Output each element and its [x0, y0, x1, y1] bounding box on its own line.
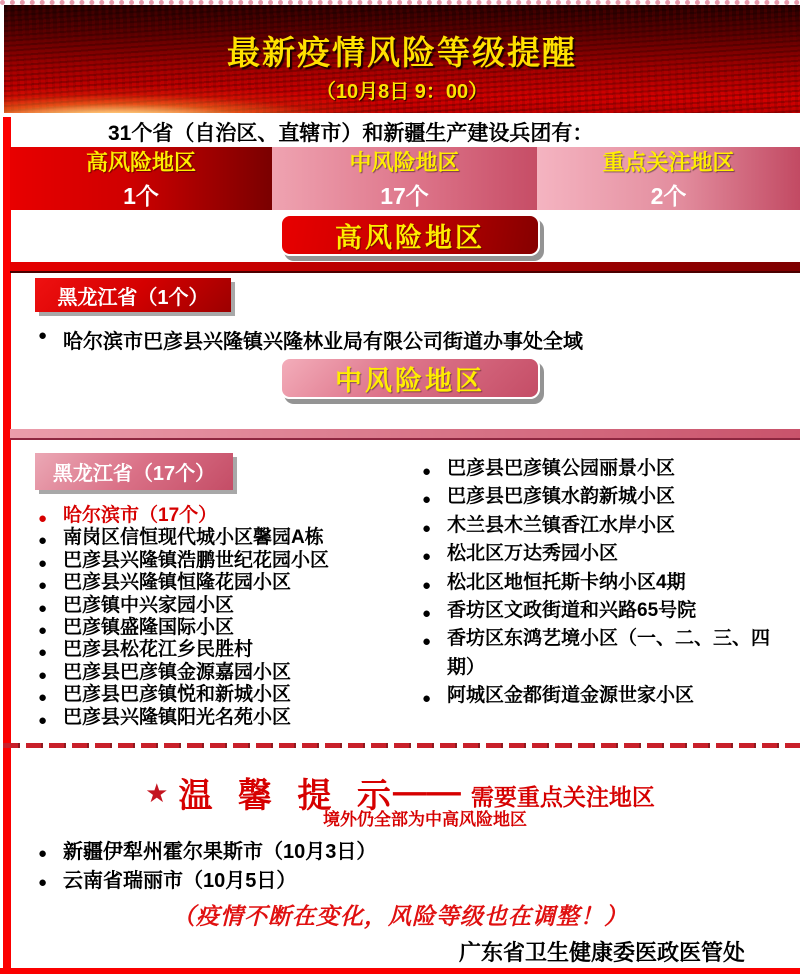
list-item [38, 527, 410, 549]
list-item [38, 639, 410, 661]
list-item-text: 哈尔滨市巴彦县兴隆镇兴隆林业局有限公司街道办事处全域 [63, 331, 583, 353]
list-item [422, 569, 784, 597]
list-item-text: 松北区万达秀园小区 [447, 543, 619, 565]
notice-dash: —— [392, 773, 461, 811]
page-title: 最新疫情风险等级提醒 [227, 34, 577, 71]
header-banner [4, 5, 800, 113]
summary-high-risk [10, 147, 272, 210]
list-item [422, 597, 784, 625]
list-item-text: 巴彦县兴隆镇浩鹏世纪花园小区 [63, 549, 330, 571]
list-item-text: 巴彦县松花江乡民胜村 [63, 639, 254, 661]
section-title-high-risk: 高风险地区 [280, 214, 540, 256]
list-item [422, 455, 784, 483]
watch-area-list [38, 838, 376, 895]
list-item-text: 新疆伊犁州霍尔果斯市（10月3日） [63, 841, 377, 863]
list-item [38, 838, 376, 867]
list-item [38, 505, 410, 527]
high-risk-list [38, 325, 583, 354]
province-badge-medium: 黑龙江省（17个） [35, 453, 233, 490]
summary-watch-label-block [537, 147, 800, 210]
section-title-medium-risk: 中风险地区 [280, 357, 540, 399]
list-item [422, 625, 784, 682]
dashed-separator [3, 743, 800, 748]
list-item-text: 木兰县木兰镇香江水岸小区 [447, 514, 676, 536]
list-item-text: 南岗区信恒现代城小区馨园A栋 [63, 527, 324, 549]
summary-medium-label: 中风险地区 [349, 150, 460, 175]
signature: 广东省卫生健康委医政医管处 [458, 940, 745, 965]
list-item-text: 巴彦县巴彦镇悦和新城小区 [63, 684, 292, 706]
medium-risk-list-left [38, 505, 410, 729]
list-item [38, 707, 410, 729]
list-item-text: 香坊区文政街道和兴路65号院 [447, 600, 697, 622]
notice-title: 温 馨 提 示 [178, 777, 399, 815]
divider-band-red [10, 262, 800, 273]
list-item-text: 云南省瑞丽市（10月5日） [63, 869, 297, 892]
left-red-strip [3, 117, 11, 968]
notice-subtitle: 需要重点关注地区 [470, 784, 655, 810]
list-item-text: 巴彦县兴隆镇恒隆花园小区 [63, 572, 292, 594]
summary-watch-label: 重点关注地区 [602, 150, 735, 175]
summary-high-count: 1个 [123, 183, 159, 209]
list-item-text: 巴彦镇盛隆国际小区 [63, 617, 235, 639]
page-subtitle: （10月8日 9：00） [315, 81, 489, 103]
list-item-text: 哈尔滨市（17个） [63, 505, 218, 526]
summary-medium-risk [272, 147, 537, 210]
list-item [38, 550, 410, 572]
summary-medium-count: 17个 [380, 183, 429, 209]
list-item [422, 540, 784, 568]
list-item [38, 595, 410, 617]
list-item [38, 684, 410, 706]
medium-risk-list-right [422, 455, 784, 711]
intro-line: 31个省（自治区、直辖市）和新疆生产建设兵团有： [108, 122, 594, 145]
summary-watch-count: 2个 [650, 183, 687, 209]
list-item [38, 867, 376, 896]
list-item [38, 572, 410, 594]
list-item [422, 512, 784, 540]
notice-note: 境外仍全部为中高风险地区 [323, 810, 527, 829]
list-item [422, 682, 784, 710]
list-item-text: 香坊区东鸿艺境小区（一、二、三、四期） [447, 628, 771, 678]
list-item-text: 巴彦县兴隆镇阳光名苑小区 [63, 706, 292, 728]
list-item-text: 巴彦县巴彦镇公园丽景小区 [447, 458, 676, 479]
bottom-red-bar [0, 968, 800, 974]
list-item-text: 巴彦县巴彦镇金源嘉园小区 [63, 661, 292, 683]
summary-high-label: 高风险地区 [85, 150, 196, 175]
list-item-text: 巴彦县巴彦镇水韵新城小区 [447, 486, 676, 508]
list-item [38, 662, 410, 684]
list-item-text: 阿城区金都街道金源世家小区 [447, 685, 695, 707]
province-badge-high: 黑龙江省（1个） [35, 278, 231, 312]
star-icon: ★ [145, 778, 169, 808]
list-item [422, 483, 784, 511]
list-item [38, 325, 583, 354]
divider-band-pink [10, 429, 800, 440]
list-item-text: 松北区地恒托斯卡纳小区4期 [447, 571, 686, 593]
list-item [38, 617, 410, 639]
list-item-text: 巴彦镇中兴家园小区 [63, 594, 235, 616]
risk-summary-row [10, 147, 800, 210]
warning-line: （疫情不断在变化，风险等级也在调整！） [172, 903, 628, 930]
